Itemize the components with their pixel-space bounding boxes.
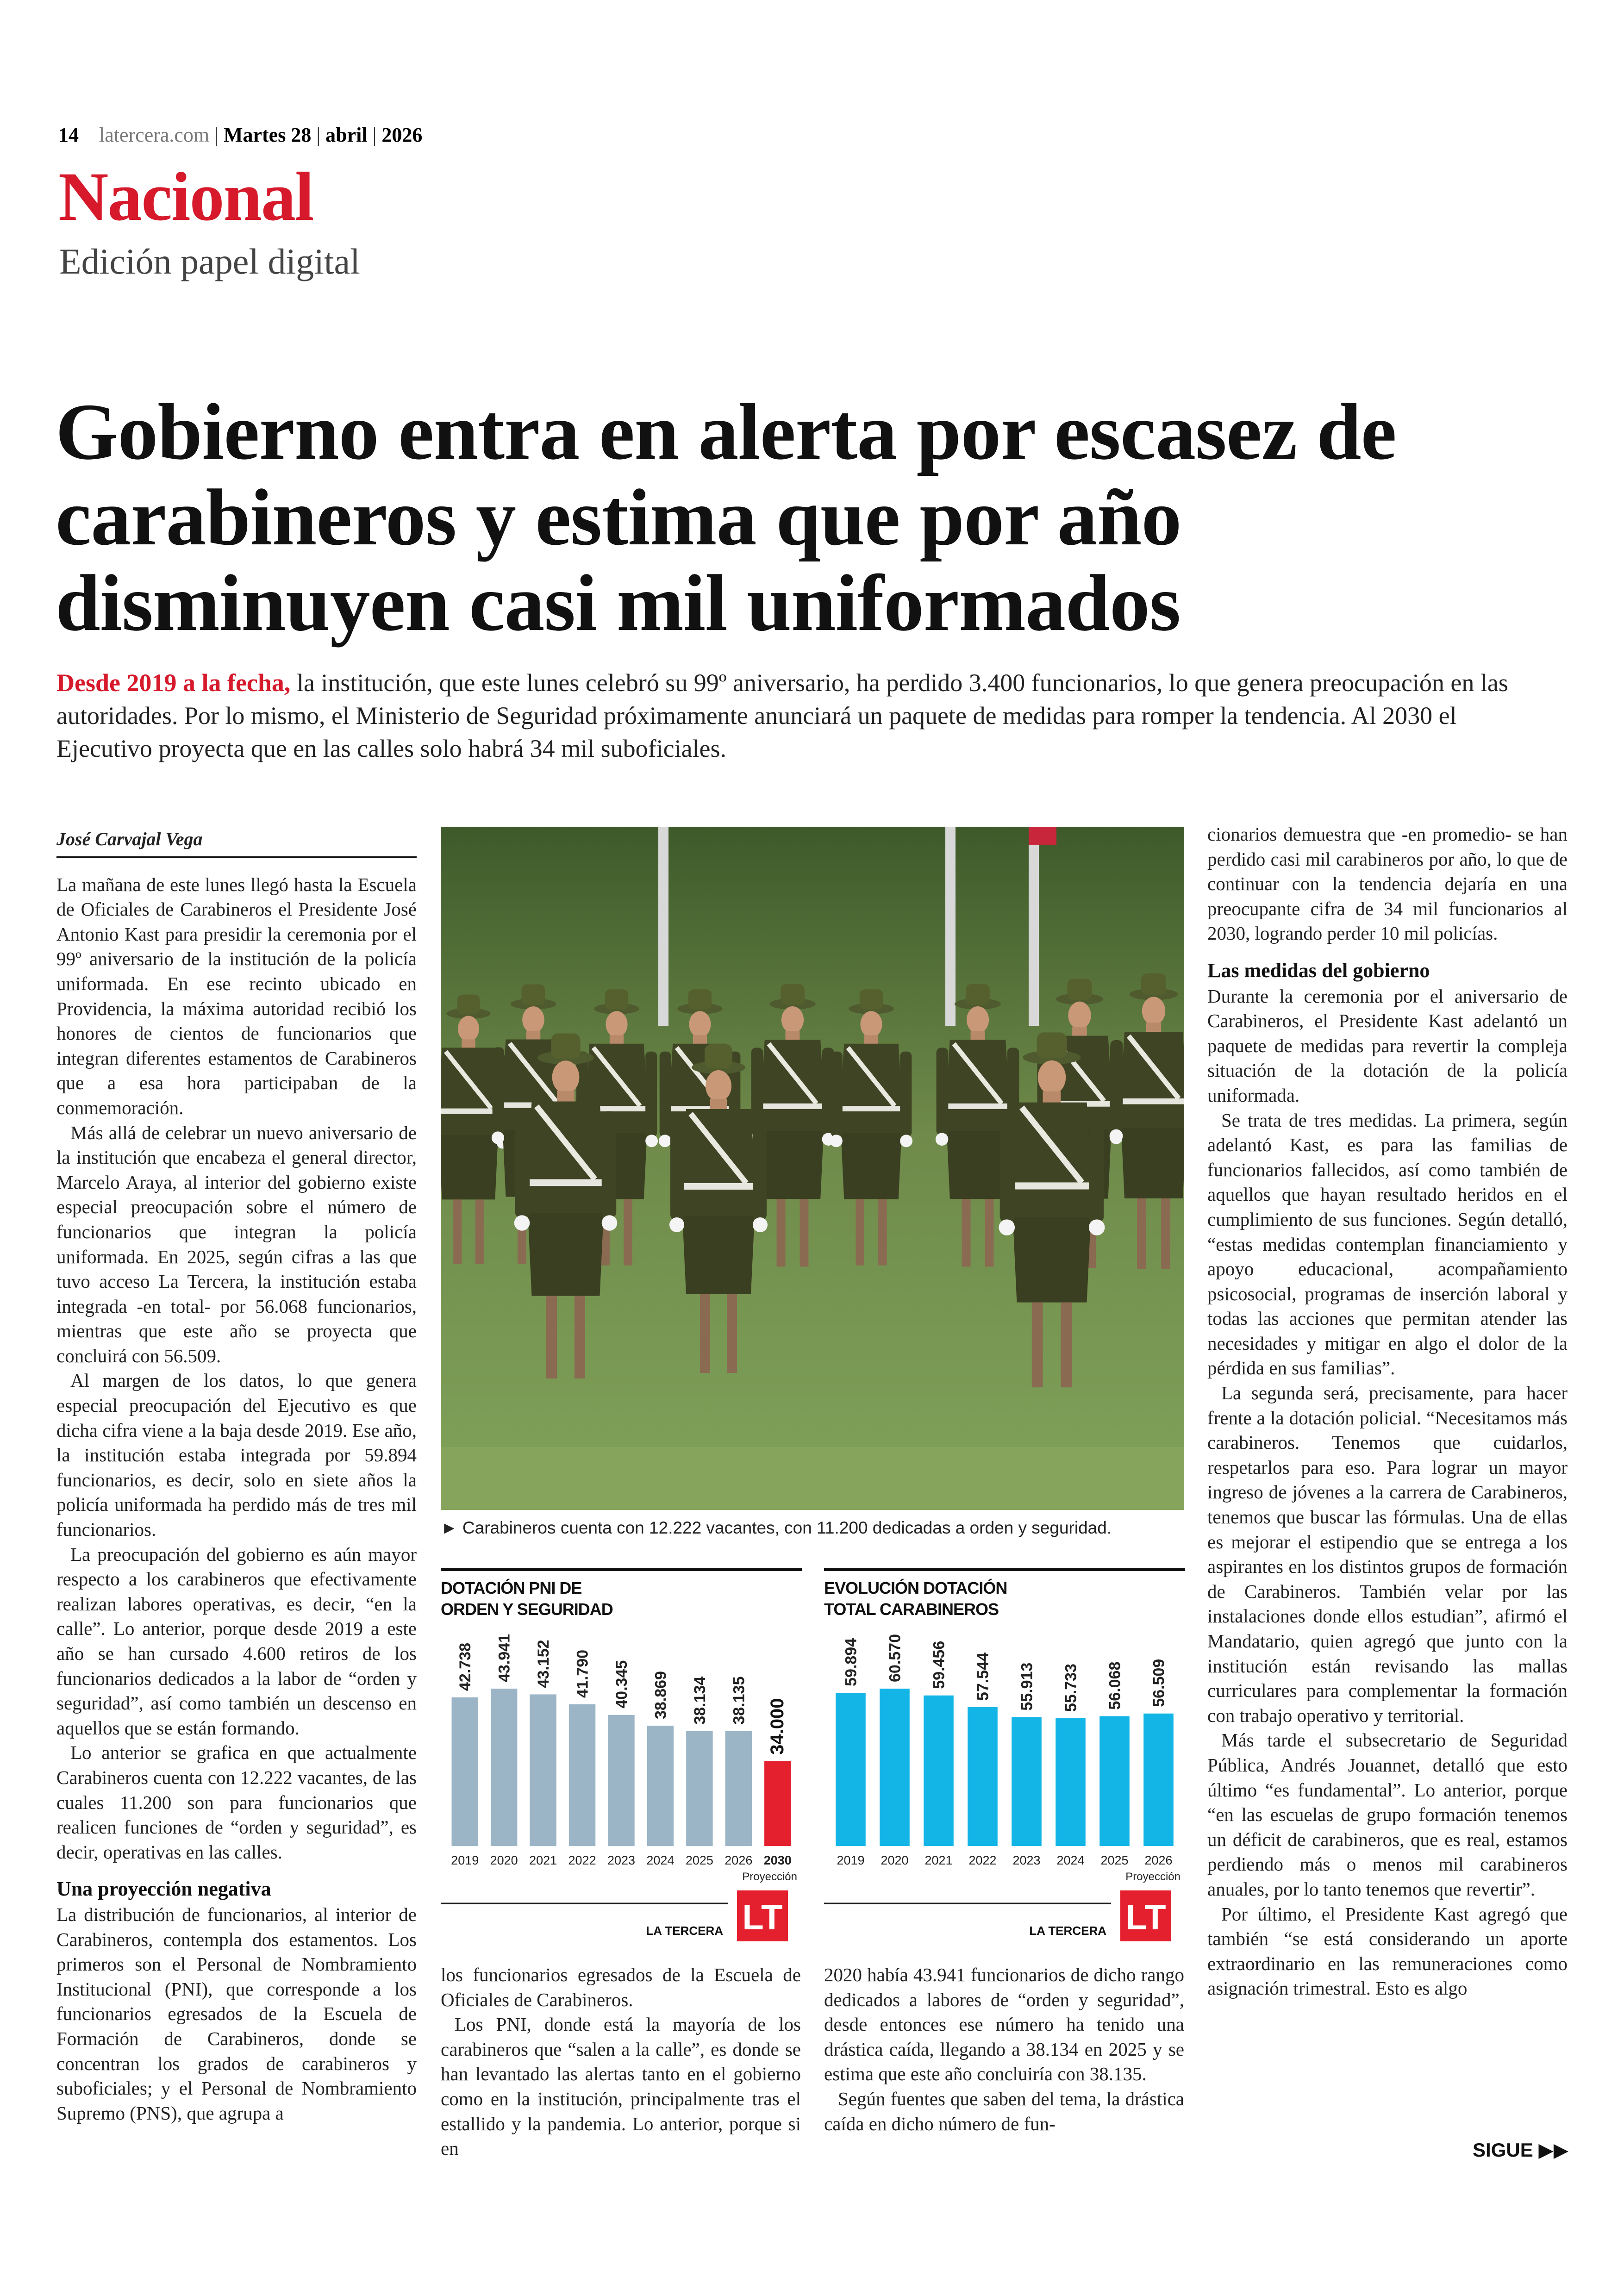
bar-2019 xyxy=(836,1693,866,1846)
chart-pni xyxy=(441,1568,802,1957)
cadets-illustration xyxy=(441,827,1184,1510)
paragraph: La mañana de este lunes llegó hasta la Escuela de Oficiales de Carabineros el Presidente José Antonio Kast para presidir la ceremonia por el 99º aniversario de la institución de la policía uniformada. En ese recinto ubicado en Providencia, la máxima autoridad recibió los honores de cientos de funcionarios que integran diferentes estamentos de Carabineros que a esa hora participaban de la conmemoración. xyxy=(56,873,417,1118)
tick-label: 2030 xyxy=(763,1853,792,1867)
tick-label: 2022 xyxy=(568,1853,596,1867)
data-label: 42.738 xyxy=(456,1642,475,1691)
issue-month: abril xyxy=(325,124,368,146)
issue-day: Martes 28 xyxy=(223,124,312,146)
data-label: 38.869 xyxy=(652,1671,670,1720)
paragraph: Al margen de los datos, lo que genera especial preocupación del Ejecutivo es que dicha cifra viene a la baja desde 2019. Ese año, la institución estaba integrada por 59.894 funcionarios, es decir, solo en siete años la policía uniformada ha perdido más de tres mil funcionarios. xyxy=(56,1370,417,1540)
article-column-4 xyxy=(1207,822,1568,2001)
article-column-2 xyxy=(441,1963,801,2161)
chart-total xyxy=(824,1568,1185,1957)
bar-2023 xyxy=(608,1715,634,1846)
data-label: 55.733 xyxy=(1062,1664,1080,1712)
bar-2022 xyxy=(968,1707,998,1846)
paragraph: Se trata de tres medidas. La primera, según adelantó Kast, es para las familias de funcionarios fallecidos, así como también de aquellos que hayan resultado heridos en el cumplimiento de sus funciones. Según detalló, “estas medidas contemplan financiamiento y apoyo educacional, acompañamiento psicosocial, programas de inserción laboral y todas las acciones que permitan atender las necesidades y mitigar en algo el dolor de la pérdida en sus familias”. xyxy=(1207,1109,1568,1379)
bar-2021 xyxy=(924,1696,954,1846)
data-label: 40.345 xyxy=(613,1660,631,1709)
tick-label: 2023 xyxy=(607,1853,636,1867)
lead-paragraph xyxy=(56,667,1538,765)
continue-marker[interactable] xyxy=(1473,2139,1568,2161)
tick-label: 2026 xyxy=(1144,1853,1173,1867)
chart-title: EVOLUCIÓN DOTACIÓN TOTAL CARABINEROS xyxy=(824,1578,1007,1619)
bar-2025 xyxy=(1099,1716,1130,1846)
data-label: 60.570 xyxy=(886,1634,904,1682)
paragraph: cionarios demuestra que -en promedio- se han perdido casi mil carabineros por año, lo que de continuar con la tendencia dejaría en una preocupante cifra de 34 mil funcionarios al 2030, logrando perder 10 mil policías. xyxy=(1207,823,1568,944)
bar-2020 xyxy=(880,1689,910,1846)
subheading: Las medidas del gobierno xyxy=(1207,959,1430,982)
byline: José Carvajal Vega xyxy=(56,827,417,858)
headline: Gobierno entra en alerta por escasez de carabineros y estima que por año disminuyen casi mil uniformados xyxy=(56,387,1396,648)
bar-2030 xyxy=(764,1761,791,1846)
bar-2024 xyxy=(647,1726,674,1846)
paragraph: Durante la ceremonia por el aniversario de Carabineros, el Presidente Kast adelantó un paquete de medidas para revertir la compleja situación de la dotación de la policía uniformada. xyxy=(1207,985,1568,1106)
article-column-1 xyxy=(56,827,417,2126)
chart-canvas xyxy=(824,1624,1185,1957)
lead-text: la institución, que este lunes celebró su 99º aniversario, ha perdido 3.400 funcionarios, lo que genera preocupación en las autoridades. Por lo mismo, el Ministerio de Seguridad próximamente anunciará un paquete de medidas para romper la tendencia. Al 2030 el Ejecutivo proyecta que en las calles solo habrá 34 mil suboficiales. xyxy=(56,669,1508,762)
paragraph: Más allá de celebrar un nuevo aniversario de la institución que encabeza el general director, Marcelo Araya, al interior del gobierno existe especial preocupación sobre el número de funcionarios que integran la policía uniformada. En 2025, según cifras a las que tuvo acceso La Tercera, la institución estaba integrada -en total- por 56.068 funcionarios, mientras que este año se proyecta que concluirá con 56.509. xyxy=(56,1122,417,1366)
bar-2021 xyxy=(530,1694,556,1846)
continue-label: SIGUE xyxy=(1473,2139,1533,2161)
tick-label: 2019 xyxy=(837,1853,865,1867)
site-name[interactable]: latercera.com xyxy=(99,124,210,146)
chart-title: DOTACIÓN PNI DE ORDEN Y SEGURIDAD xyxy=(441,1578,613,1619)
data-label: 59.894 xyxy=(842,1638,860,1686)
paragraph: Los PNI, donde está la mayoría de los carabineros que “salen a la calle”, es donde se han levantado las alertas tanto en el gobierno como en la institución, principalmente tras el estallido y la pandemia. Lo anterior, porque si en xyxy=(441,2014,801,2159)
folio-line: 14 latercera.com | Martes 28 | abril | 2026 xyxy=(58,124,423,146)
paragraph: La segunda será, precisamente, para hacer frente a la dotación policial. “Necesitamos más carabineros. Tenemos que cuidarlos, respetarlos para eso. Para lograr un mayor ingreso de jóvenes a la carrera de Carabineros, tenemos que buscar las fórmulas. Una de ellas es mejorar el estipendio que se entrega a los aspirantes en los distintos grupos de formación de Carabineros. También velar por las instalaciones donde ellos estudian”, afirmó el Mandatario, quien agregó que junto con la institución están revisando las mallas curriculares para complementar la formación con trabajo operativo y territorial. xyxy=(1207,1382,1568,1726)
bar-2023 xyxy=(1012,1717,1042,1846)
chart-source: LA TERCERA xyxy=(646,1924,723,1938)
tick-label: 2025 xyxy=(1100,1853,1129,1867)
paragraph: La preocupación del gobierno es aún mayor respecto a los carabineros que efectivamente realizan labores operativas, es decir, “en la calle”. Lo anterior, porque desde 2019 a este año se han cursado 4.600 retiros de los funcionarios dedicados a la labor de “orden y seguridad”, así como también un descenso en aquellos que se están formando. xyxy=(56,1543,417,1739)
tick-label: 2021 xyxy=(924,1853,953,1867)
caption-arrow-icon: ► xyxy=(441,1518,458,1537)
tick-label: 2026 xyxy=(725,1853,753,1867)
article-column-3 xyxy=(824,1963,1184,2136)
section-title: Nacional xyxy=(58,158,313,235)
bar-2024 xyxy=(1056,1718,1086,1846)
lt-logo-text: LT xyxy=(742,1898,783,1937)
tick-label: 2020 xyxy=(881,1853,909,1867)
bar-2022 xyxy=(569,1704,595,1846)
lt-logo-text: LT xyxy=(1125,1898,1166,1937)
tick-label: 2019 xyxy=(451,1853,479,1867)
data-label: 59.456 xyxy=(930,1640,948,1689)
paragraph: La distribución de funcionarios, al interior de Carabineros, contempla dos estamentos. Los primeros son el Personal de Nombramiento Institucional (PNI), que corresponde a los funcionarios egresados de la Escuela de Formación de Carabineros, donde se concentran los grados de carabineros y suboficiales; y el Personal de Nombramiento Supremo (PNS), que agrupa a xyxy=(56,1903,417,2124)
data-label: 56.509 xyxy=(1150,1659,1168,1707)
projection-note: Proyección xyxy=(1125,1871,1181,1883)
paragraph: Según fuentes que saben del tema, la drástica caída en dicho número de fun- xyxy=(824,2088,1184,2134)
chart-source: LA TERCERA xyxy=(1029,1924,1106,1938)
subheading: Una proyección negativa xyxy=(56,1877,271,1901)
data-label: 34.000 xyxy=(767,1698,787,1755)
data-label: 56.068 xyxy=(1106,1661,1124,1710)
issue-year: 2026 xyxy=(381,124,423,146)
tick-label: 2021 xyxy=(529,1853,557,1867)
tick-label: 2022 xyxy=(968,1853,997,1867)
bar-2025 xyxy=(686,1731,712,1846)
data-label: 38.135 xyxy=(730,1676,748,1725)
chart-canvas xyxy=(441,1624,802,1957)
lead-kicker: Desde 2019 a la fecha, xyxy=(56,669,291,697)
bar-2026 xyxy=(1143,1714,1174,1846)
caption-text: Carabineros cuenta con 12.222 vacantes, con 11.200 dedicadas a orden y seguridad. xyxy=(462,1518,1112,1537)
paragraph: Por último, el Presidente Kast agregó que también “se está considerando un aporte extraordinario en las remuneraciones como asignación trimestral. Esto es algo xyxy=(1207,1903,1568,1999)
tick-label: 2025 xyxy=(685,1853,713,1867)
data-label: 57.544 xyxy=(974,1653,992,1701)
data-label: 55.913 xyxy=(1018,1662,1036,1711)
article-photo xyxy=(441,827,1184,1510)
data-label: 43.152 xyxy=(535,1640,553,1688)
section-subtitle: Edición papel digital xyxy=(59,241,360,281)
double-arrow-icon: ▶▶ xyxy=(1538,2139,1568,2161)
tick-label: 2020 xyxy=(490,1853,518,1867)
paragraph: los funcionarios egresados de la Escuela de Oficiales de Carabineros. xyxy=(441,1964,801,2010)
tick-label: 2023 xyxy=(1012,1853,1041,1867)
projection-note: Proyección xyxy=(742,1871,797,1883)
page-number: 14 xyxy=(58,124,79,146)
tick-label: 2024 xyxy=(646,1853,675,1867)
paragraph: Lo anterior se grafica en que actualmente Carabineros cuenta con 12.222 vacantes, de las cuales 11.200 son para funcionarios que realicen funciones de “orden y seguridad”, es decir, operativas en las calles. xyxy=(56,1742,417,1863)
bar-2026 xyxy=(725,1731,752,1846)
bar-2019 xyxy=(452,1697,478,1846)
data-label: 38.134 xyxy=(691,1676,709,1725)
tick-label: 2024 xyxy=(1056,1853,1085,1867)
photo-caption xyxy=(441,1518,1191,1538)
paragraph: Más tarde el subsecretario de Seguridad Pública, Andrés Jouannet, detalló que esto último “es fundamental”. Lo anterior, porque “en las escuelas de grupo formación tenemos un déficit de carabineros, que es real, estamos perdiendo más o menos mil carabineros anuales, por lo tanto tenemos que revertir”. xyxy=(1207,1729,1568,1900)
paragraph: 2020 había 43.941 funcionarios de dicho rango dedicados a labores de “orden y seguridad”, desde entonces ese número ha tenido una drástica caída, llegando a 38.134 en 2025 y se estima que este año concluiría con 38.135. xyxy=(824,1964,1184,2085)
data-label: 41.790 xyxy=(574,1649,592,1698)
data-label: 43.941 xyxy=(495,1634,513,1682)
bar-2020 xyxy=(491,1689,517,1846)
